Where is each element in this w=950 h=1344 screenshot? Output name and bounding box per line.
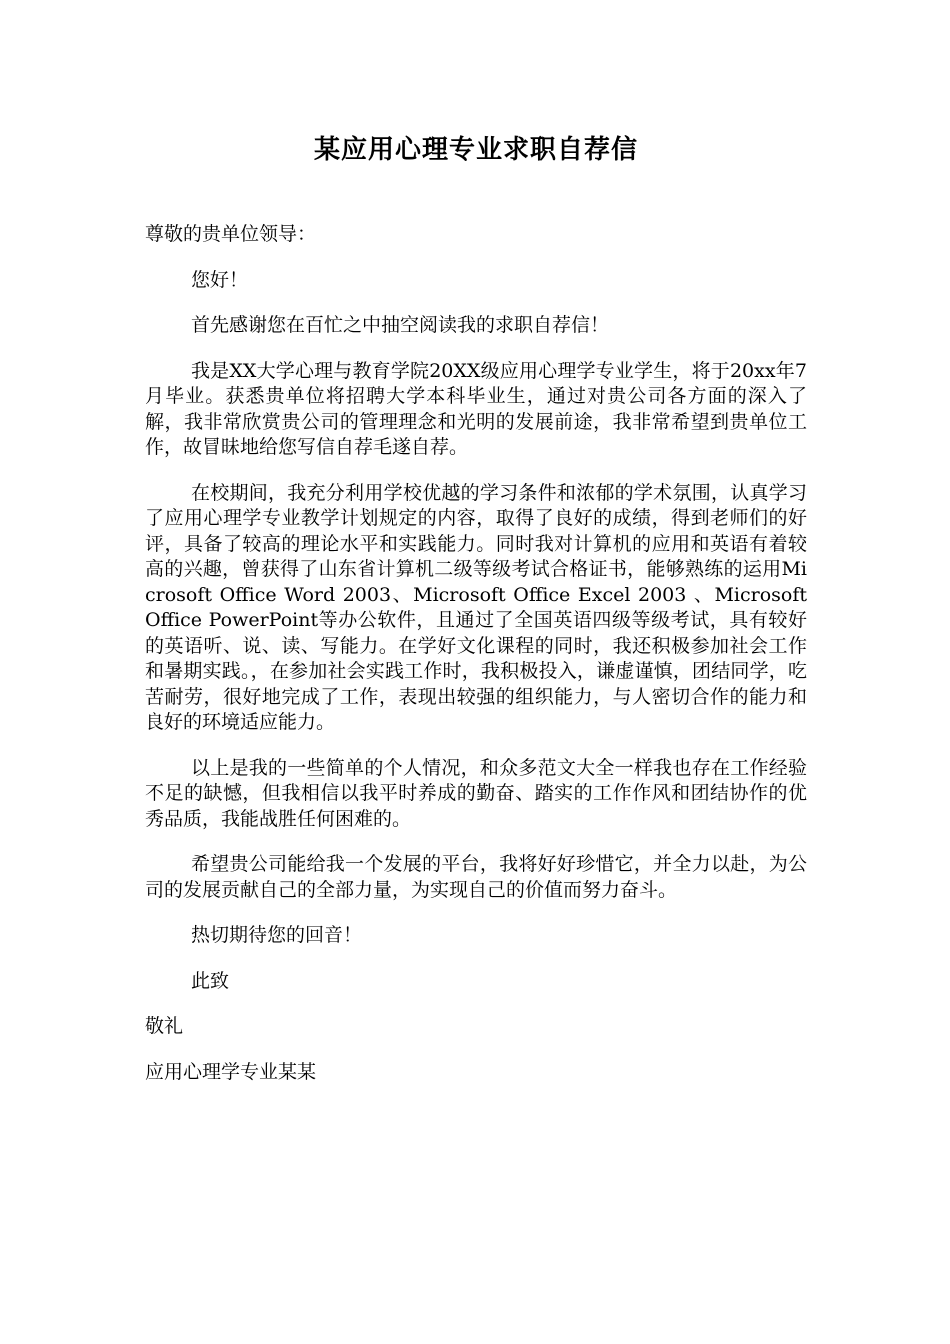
paragraph-expectation: 热切期待您的回音！	[191, 924, 363, 946]
greeting: 您好！	[191, 268, 249, 291]
paragraph-hope: 希望贵公司能给我一个发展的平台，我将好好珍惜它，并全力以赴，为公司的发展贡献自己的全部力量，为实现自己的价值而努力奋斗。	[145, 853, 807, 901]
paragraph-summary: 以上是我的一些简单的个人情况，和众多范文大全一样我也存在工作经验不足的缺憾，但我相信以我平时养成的勤奋、踏实的工作作风和团结协作的优秀品质，我能战胜任何困难的。	[145, 756, 807, 830]
paragraph-campus-experience: 在校期间，我充分利用学校优越的学习条件和浓郁的学术氛围，认真学习了应用心理学专业教学计划规定的内容，取得了良好的成绩，得到老师们的好评，具备了较高的理论水平和实践能力。同时我对计算机的应用和英语有着较高的兴趣，曾获得了山东省计算机二级等级考试合格证书，能够熟练的运用Microsoft Office Word 2003、Microsoft Office Excel 2003 、Microsoft Office PowerPoint等办公软件，且通过了全国英语四级等级考试，具有较好的英语听、说、读、写能力。在学好文化课程的同时，我还积极参加社会工作和暑期实践。，在参加社会实践工作时，我积极投入，谦虚谨慎，团结同学，吃苦耐劳，很好地完成了工作，表现出较强的组织能力，与人密切合作的能力和良好的环境适应能力。	[145, 481, 807, 733]
closing-salute: 敬礼	[145, 1015, 184, 1037]
signature: 应用心理学专业某某	[145, 1060, 317, 1083]
letter-page	[145, 130, 807, 1105]
document-title: 某应用心理专业求职自荐信	[313, 135, 638, 165]
paragraph-thanks: 首先感谢您在百忙之中抽空阅读我的求职自荐信！	[191, 314, 610, 336]
closing-respect: 此致	[191, 969, 230, 992]
paragraph-introduction: 我是XX大学心理与教育学院20XX级应用心理学专业学生，将于20xx年7月毕业。获悉贵单位将招聘大学本科毕业生，通过对贵公司各方面的深入了解，我非常欣赏贵公司的管理理念和光明的发展前途，我非常希望到贵单位工作，故冒昧地给您写信自荐毛遂自荐。	[145, 359, 807, 458]
salutation: 尊敬的贵单位领导：	[145, 223, 317, 245]
